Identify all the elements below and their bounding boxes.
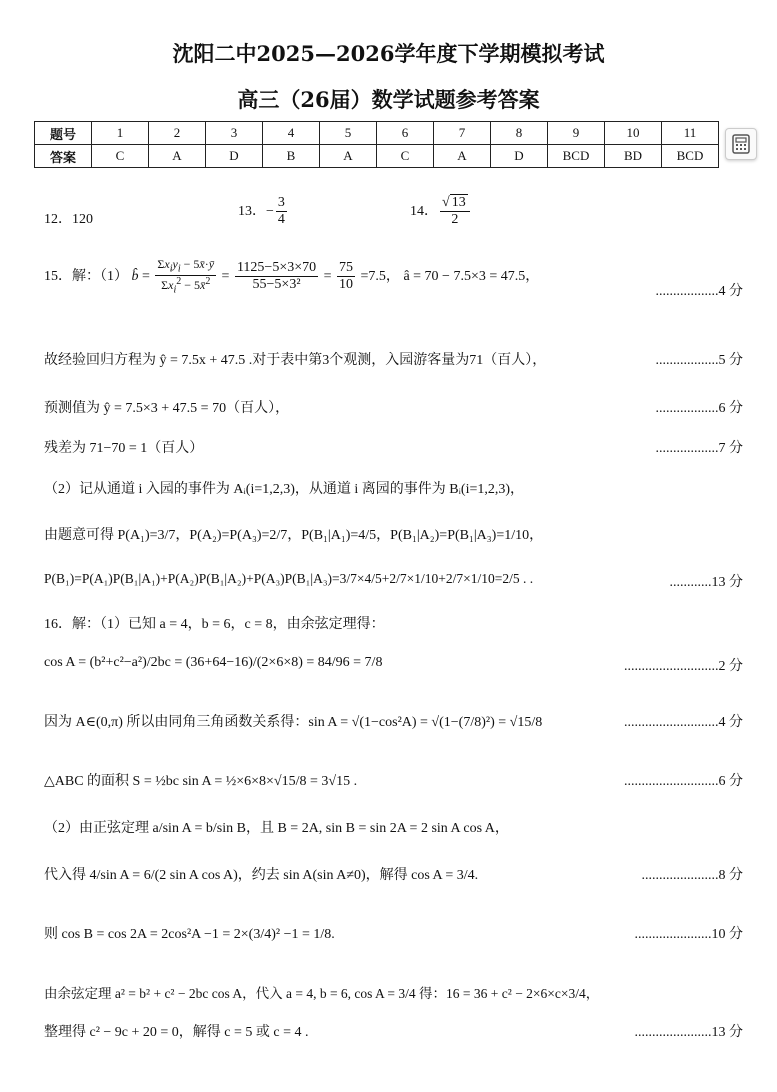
question-number-cell: 1 [92, 122, 149, 145]
q16-line6: 代入得 4/sin A = 6/(2 sin A cos A)，约去 sin A(sin A≠0)，解得 cos A = 3/4. [44, 868, 479, 883]
answer-cell: D [206, 145, 263, 168]
answer-13-num: 3 [276, 195, 287, 212]
q15-line5: （2）记从通道 i 入园的事件为 Aᵢ(i=1,2,3)，从通道 i 离园的事件为 Bᵢ(i=1,2,3)， [44, 482, 525, 497]
q15-line7: P(B₁)=P(A₁)P(B₁|A₁)+P(A₂)P(B₁|A₂)+P(A₃)P(B₁|A₃)=3/7×4/5+2/7×1/10+2/7×1/10=2/5 . . [44, 571, 534, 586]
q16-line2: cos A = (b²+c²−a²)/2bc = (36+64−16)/(2×6×8) = 84/96 = 7/8 [44, 655, 383, 670]
question-number-cell: 3 [206, 122, 263, 145]
question-number-cell: 5 [320, 122, 377, 145]
score-q15-1: ..................4 分 [655, 284, 743, 299]
q15-intro: 15．解：（1） [44, 269, 128, 285]
answer-13-den: 4 [277, 212, 285, 228]
answer-14-den: 2 [451, 212, 459, 228]
score-q16-6: ......................8 分 [641, 868, 743, 883]
q15-line2: 故经验回归方程为 ŷ = 7.5x + 47.5 .对于表中第3个观测，入园游客量为71（百人）， [44, 353, 547, 368]
answer-cell: BD [605, 145, 662, 168]
question-number-cell: 8 [491, 122, 548, 145]
q16-line3: 因为 A∈(0,π) 所以由同角三角函数关系得：sin A = √(1−cos²A) = √(1−(7/8)²) = √15/8 [44, 715, 543, 730]
question-number-cell: 10 [605, 122, 662, 145]
page-title: 沈阳二中2025—2026学年度下学期模拟考试 [172, 41, 605, 66]
q15-den: 55−5×3² [252, 277, 301, 293]
q15-eq: = [221, 269, 230, 285]
answer-12: 12．120 [44, 212, 93, 227]
answer-14-label: 14． [410, 203, 438, 219]
answer-cell: B [263, 145, 320, 168]
answer-14-num: 13 [451, 195, 466, 210]
answer-cell: A [320, 145, 377, 168]
answer-13-label: 13．− [238, 203, 274, 219]
q15-line3: 预测值为 ŷ = 7.5×3 + 47.5 = 70（百人）， [44, 401, 290, 416]
q16-line9: 整理得 c² − 9c + 20 = 0，解得 c = 5 或 c = 4 . [44, 1025, 309, 1040]
q16-line5: （2）由正弦定理 a/sin A = b/sin B，且 B = 2A, sin B = sin 2A = 2 sin A cos A， [44, 821, 509, 836]
question-number-cell: 11 [662, 122, 719, 145]
calculator-icon [732, 134, 750, 154]
answer-cell: C [377, 145, 434, 168]
q15-num: 1125−5×3×70 [235, 260, 318, 277]
score-q16-4: ...........................6 分 [624, 774, 743, 789]
question-number-cell: 4 [263, 122, 320, 145]
answer-cell: D [491, 145, 548, 168]
q15-f2-den: 10 [339, 277, 354, 293]
q15-tail: =7.5， [360, 269, 400, 285]
table-header-label: 答案 [35, 145, 92, 168]
score-q16-2: ...........................2 分 [624, 659, 743, 674]
q16-line4: △ABC 的面积 S = ½bc sin A = ½×6×8×√15/8 = 3√15 . [44, 774, 358, 789]
q16-line8: 由余弦定理 a² = b² + c² − 2bc cos A，代入 a = 4, b = 6, cos A = 3/4 得：16 = 36 + c² − 2×6×c×3/4， [44, 986, 600, 1001]
table-row-answers [35, 145, 719, 168]
score-q15-3: ..................6 分 [655, 401, 743, 416]
score-q16-9: ......................13 分 [634, 1025, 743, 1040]
score-q16-7: ......................10 分 [634, 927, 743, 942]
score-q16-3: ...........................4 分 [624, 715, 743, 730]
q15-line4: 残差为 71−70 = 1（百人） [44, 441, 204, 456]
score-q15-2: ..................5 分 [655, 353, 743, 368]
answer-cell: A [434, 145, 491, 168]
q15-line1: 15．解：（1） b̂ = $\frac{\Sigma x_iy_i - 5x̄\cdot ȳ}{\Sigma x_i^2 - 5x̄^2}$ = $\frac{1125-5\times 3\times 70}{\text{55−5×3²}}$ = $\frac{75}{10}$ =7.5， â = 70 − 7.5×3 = 47.5， [44, 257, 540, 296]
calculator-button[interactable] [725, 128, 757, 160]
answer-cell: C [92, 145, 149, 168]
answer-table [34, 121, 719, 168]
question-number-cell: 9 [548, 122, 605, 145]
answer-14: 14． $\frac{√ 13}{2}$ [410, 195, 472, 228]
q15-line6: 由题意可得 P(A₁)=3/7，P(A₂)=P(A₃)=2/7，P(B₁|A₁)=4/5，P(B₁|A₂)=P(B₁|A₃)=1/10， [44, 528, 544, 543]
table-row-numbers [35, 122, 719, 145]
answer-cell: A [149, 145, 206, 168]
score-q15-4: ..................7 分 [655, 441, 743, 456]
question-number-cell: 6 [377, 122, 434, 145]
score-q15-7: ............13 分 [669, 575, 743, 590]
answer-13 [238, 195, 289, 228]
q15-f2-num: 75 [337, 260, 355, 277]
q15-a-hat: â = 70 − 7.5×3 = 47.5， [403, 269, 540, 285]
answer-cell: BCD [662, 145, 719, 168]
q16-line1: 16．解：（1）已知 a = 4，b = 6，c = 8，由余弦定理得： [44, 617, 385, 632]
page-subtitle: 高三（26届）数学试题参考答案 [237, 87, 540, 112]
q16-line7: 则 cos B = cos 2A = 2cos²A −1 = 2×(3/4)² −1 = 1/8. [44, 927, 335, 942]
answer-cell: BCD [548, 145, 605, 168]
question-number-cell: 2 [149, 122, 206, 145]
question-number-cell: 7 [434, 122, 491, 145]
table-header-label: 题号 [35, 122, 92, 145]
